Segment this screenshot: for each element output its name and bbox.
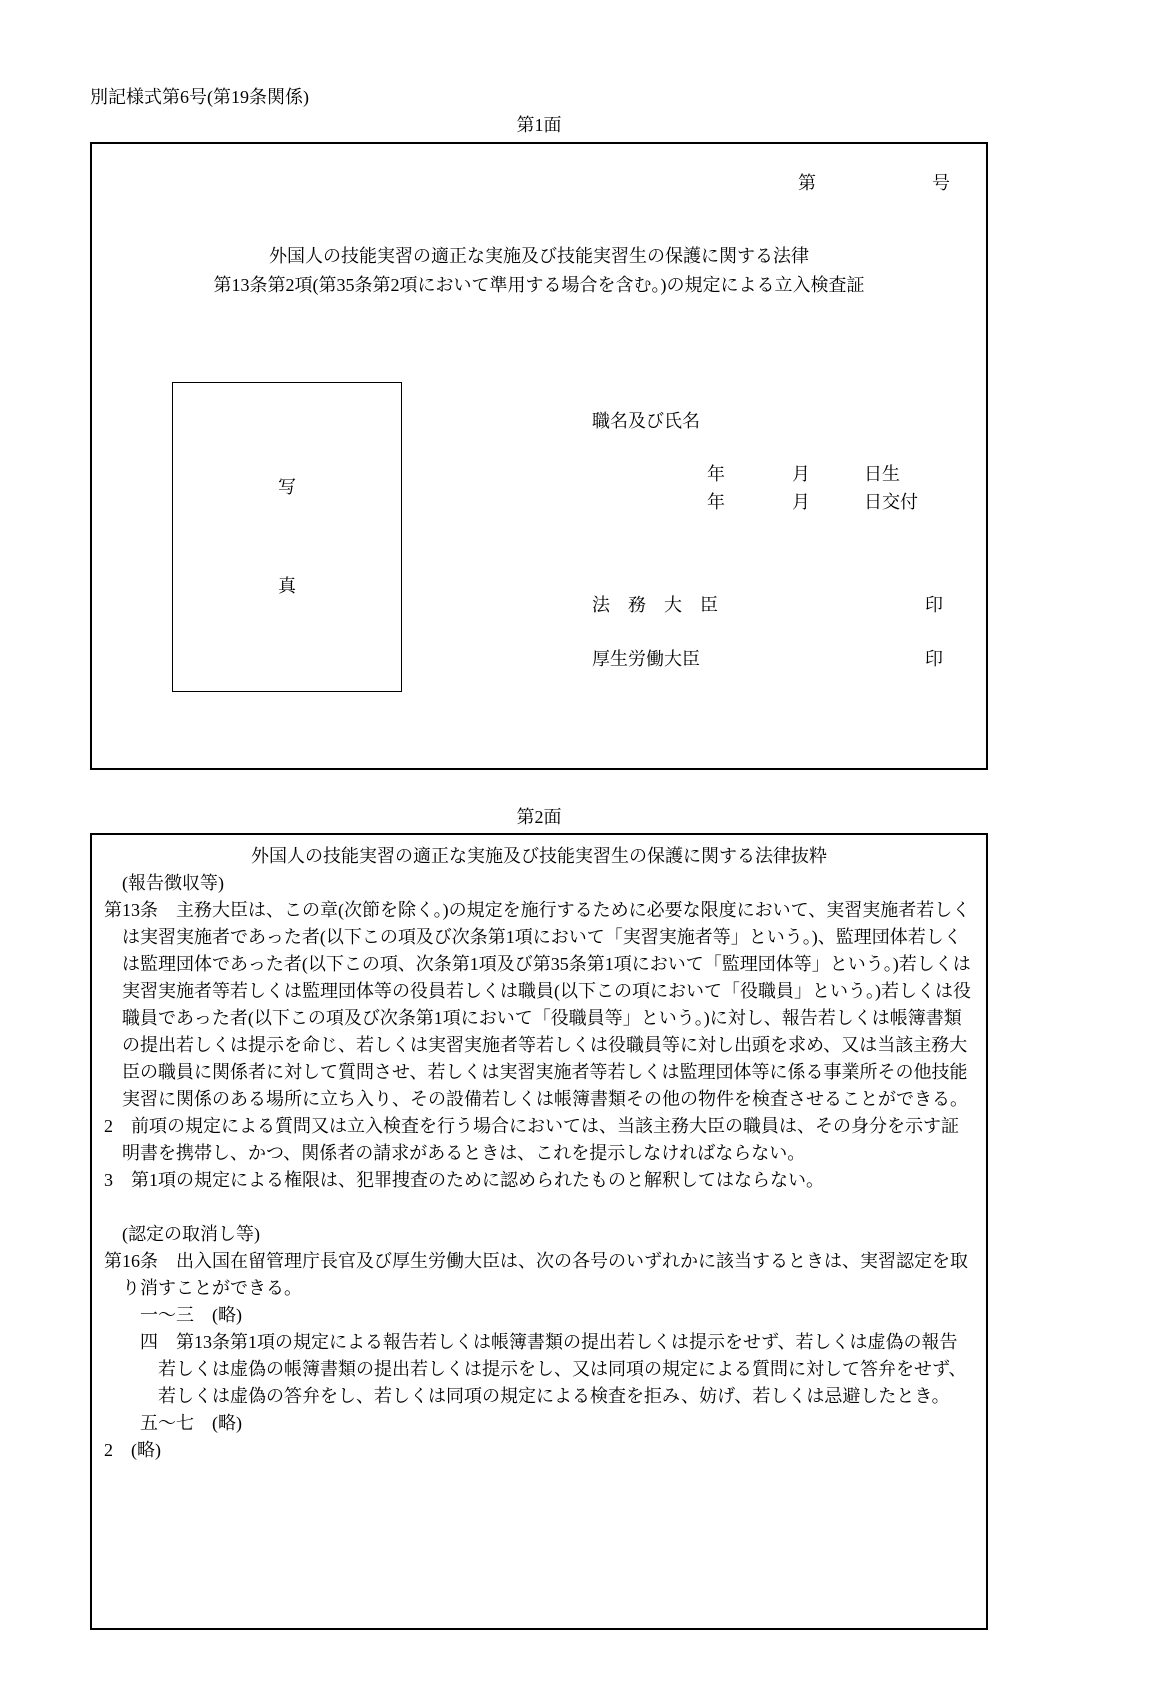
certificate-title-line2: 第13条第2項(第35条第2項において準用する場合を含む。)の規定による立入検査証 (213, 275, 865, 295)
birth-month-label: 月 (792, 464, 810, 484)
birth-day-label: 日生 (864, 464, 900, 484)
law-article16-paragraph2: 2 (略) (104, 1440, 161, 1460)
health-labour-minister-seal: 印 (925, 649, 943, 669)
blank-line (104, 1194, 974, 1221)
law-article13-paragraph1: 第13条 主務大臣は、この章(次節を除く。)の規定を施行するために必要な限度において、実習実施者若しくは実習実施者であった者(以下この項及び次条第1項において「実習実施者等」という。)、監理団体若しくは監理団体であった者(以下この項、次条第1項及び第35条第1項において「監理団体等」という。)若しくは実習実施者等若しくは監理団体等の役員若しくは職員(以下この項において「役職員」という。)若しくは役職員であった者(以下この項及び次条第1項において「役職員等」という。)に対し、報告若しくは帳簿書類の提出若しくは提示を命じ、若しくは実習実施者等若しくは役職員等に対し出頭を求め、又は当該主務大臣の職員に関係者に対して質問させ、若しくは実習実施者等若しくは監理団体等に係る事業所その他技能実習に関係のある場所に立ち入り、その設備若しくは帳簿書類その他の物件を検査させることができる。 (104, 900, 971, 1109)
law-article16-paragraph1: 第16条 出入国在留管理庁長官及び厚生労働大臣は、次の各号のいずれかに該当するときは、実習認定を取り消すことができる。 (104, 1251, 968, 1298)
justice-minister-label: 法 務 大 臣 (592, 595, 718, 615)
health-labour-minister-label: 厚生労働大臣 (592, 649, 700, 669)
law-article16-item4: 四 第13条第1項の規定による報告若しくは帳簿書類の提出若しくは提示をせず、若しくは虚偽の報告若しくは虚偽の帳簿書類の提出若しくは提示をし、又は同項の規定による質問に対して答弁をせず、若しくは虚偽の答弁をし、若しくは同項の規定による検査を拒み、妨げ、若しくは忌避したとき。 (140, 1332, 967, 1406)
certificate-title-line1: 外国人の技能実習の適正な実施及び技能実習生の保護に関する法律 (269, 246, 809, 266)
justice-minister-line (92, 592, 986, 619)
document-number-suffix: 号 (932, 173, 950, 193)
health-labour-minister-line (92, 646, 986, 673)
birth-date-line (92, 461, 986, 488)
form-label: 別記様式第6号(第19条関係) (90, 87, 309, 107)
photo-label-shin: 真 (278, 576, 296, 596)
page2-heading: 第2面 (516, 807, 562, 827)
law-excerpt-title: 外国人の技能実習の適正な実施及び技能実習生の保護に関する法律抜粋 (251, 846, 827, 866)
law-article16-items5to7: 五〜七 (略) (140, 1413, 242, 1433)
page1-heading: 第1面 (516, 115, 562, 135)
law-article13-paragraph2: 2 前項の規定による質問又は立入検査を行う場合においては、当該主務大臣の職員は、その身分を示す証明書を携帯し、かつ、関係者の請求があるときは、これを提示しなければならない。 (104, 1116, 959, 1163)
document-number-prefix: 第 (798, 173, 816, 193)
justice-minister-seal: 印 (925, 595, 943, 615)
issue-date-line (92, 489, 986, 516)
issue-year-label: 年 (707, 492, 725, 512)
page1-certificate-box (90, 142, 988, 770)
issue-day-label: 日交付 (864, 492, 918, 512)
law-section-heading-report: (報告徴収等) (122, 873, 224, 893)
certificate-title (92, 242, 986, 300)
title-and-name-label: 職名及び氏名 (592, 411, 700, 431)
photo-label-sha: 写 (278, 477, 296, 497)
law-article13-paragraph3: 3 第1項の規定による権限は、犯罪捜査のために認められたものと解釈してはならない。 (104, 1170, 824, 1190)
issue-month-label: 月 (792, 492, 810, 512)
document-number-line (798, 170, 950, 197)
law-section-heading-revocation: (認定の取消し等) (122, 1224, 260, 1244)
birth-year-label: 年 (707, 464, 725, 484)
page2-law-excerpt-box (90, 833, 988, 1630)
law-article16-items1to3: 一〜三 (略) (140, 1305, 242, 1325)
